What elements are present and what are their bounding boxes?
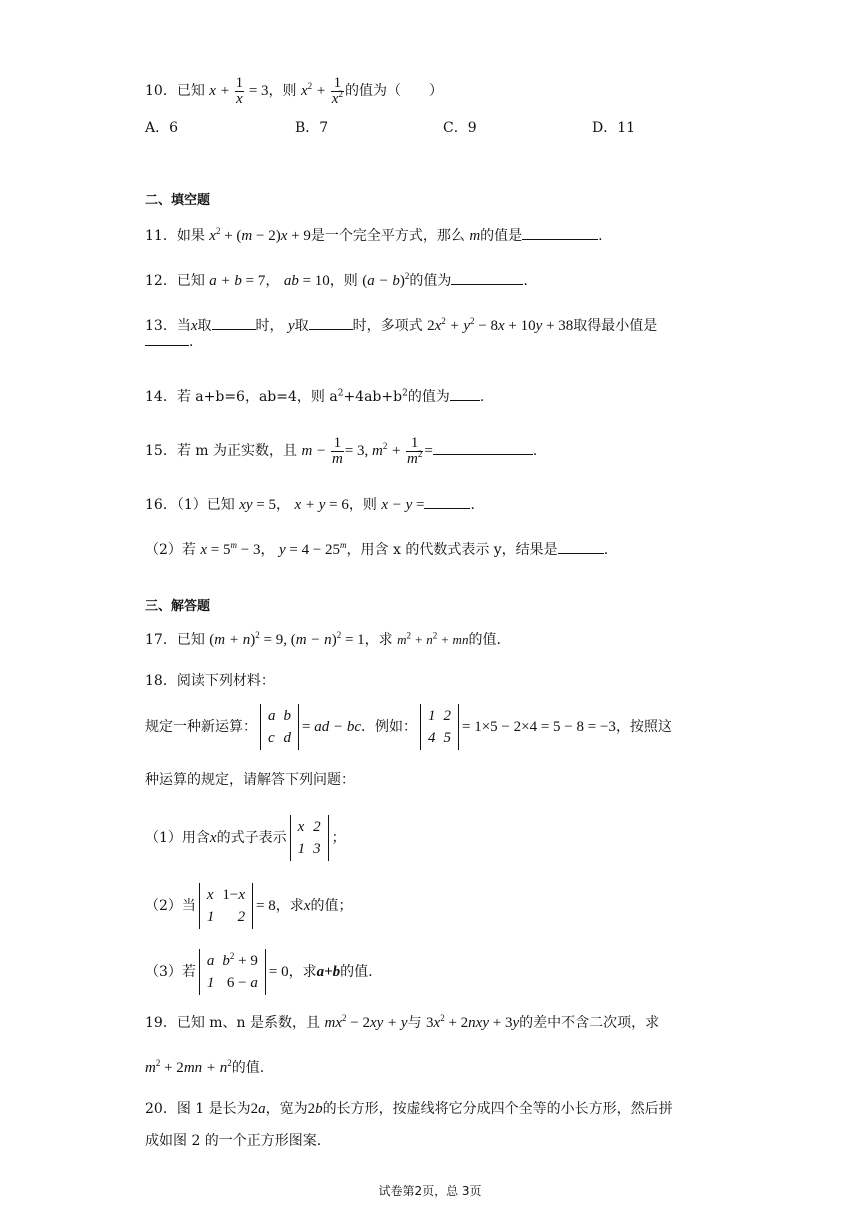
math-expr: $m^2 + 2mn + n^2$: [145, 1058, 232, 1076]
math-expr: m: [469, 228, 481, 244]
math-expr: = 8: [256, 898, 276, 914]
math-expr: x + y = 6: [294, 497, 349, 513]
math-expr: x: [190, 318, 198, 334]
math-expr: 2b: [307, 1101, 323, 1117]
math-expr: x − y =: [381, 497, 425, 513]
question-14: 14．若 a+b=6，ab=4，则 $a^2+4ab+b^2$的值为 .: [145, 386, 484, 408]
math-expr: = ad − bc: [302, 719, 361, 735]
option-d[interactable]: D．11: [592, 120, 636, 136]
math-expr: x + $\frac{1}{x}$ = 3: [209, 75, 269, 107]
question-17: 17．已知 $(m + n)^2 = 9$, $(m - n)^2 = 1$，求 $m^2 + n^2$ + mn的值.: [145, 630, 501, 648]
math-expr: xy = 5: [239, 497, 276, 513]
answer-blank[interactable]: [450, 386, 480, 401]
answer-blank[interactable]: [522, 225, 598, 240]
answer-blank[interactable]: [433, 440, 533, 455]
math-expr: m − $\frac{1}{m}$ = 3, $m^2$ + $\frac{1}{m^2}$ =: [301, 435, 433, 467]
option-b[interactable]: B．7: [295, 120, 329, 136]
math-expr: $x = 5^m - 3$: [200, 540, 261, 558]
question-18-part1: （1）用含x的式子表示 x 2 1 3 ；: [145, 815, 346, 861]
math-expr: $2x^2 + y^2 - 8x + 10y + 38$: [427, 316, 574, 334]
option-a[interactable]: A．6: [145, 120, 179, 136]
question-13-cont: .: [145, 331, 193, 353]
answer-blank[interactable]: [145, 331, 189, 346]
math-expr: ab = 10: [283, 273, 330, 289]
math-expr: $x^2$ + $\frac{1}{x^2}$: [300, 75, 343, 107]
math-expr: a+b: [316, 964, 341, 980]
answer-blank[interactable]: [451, 270, 523, 285]
math-expr: $m^2 + n^2$ + mn: [397, 630, 469, 647]
section-heading-fill-blank: 二、填空题: [145, 193, 211, 208]
question-16-part1: 16．（1）已知 xy = 5， x + y = 6，则 x − y = .: [145, 494, 475, 516]
math-expr: $(a - b)^2$: [362, 271, 410, 289]
math-expr: $(m + n)^2 = 9$, $(m - n)^2 = 1$: [209, 630, 365, 648]
section-heading-solve: 三、解答题: [145, 599, 211, 614]
question-11: 11．如果 $x^2 + (m - 2)x + 9$是一个完全平方式，那么 m的值是 .: [145, 226, 603, 244]
determinant: x 2 1 3: [290, 815, 329, 861]
question-19: 19．已知 m、n 是系数，且 $mx^2 - 2xy + y$与 $3x^2 + 2nxy + 3y$的差中不含二次项，求: [145, 1013, 660, 1031]
question-20-cont: 成如图 2 的一个正方形图案.: [145, 1133, 322, 1149]
question-18-part2: （2）当 x 1−x 1 2 = 8，求x的值；: [145, 883, 352, 929]
math-expr: x: [303, 898, 311, 914]
math-expr: a + b = 7: [209, 273, 266, 289]
math-expr: $x^2 + (m - 2)x + 9$: [209, 226, 311, 244]
option-c[interactable]: C．9: [443, 120, 477, 136]
question-19-cont: $m^2 + 2mn + n^2$的值.: [145, 1058, 265, 1076]
answer-blank[interactable]: [558, 539, 604, 554]
question-20: 20．图 1 是长为2a，宽为2b的长方形，按虚线将它分成四个全等的小长方形，然后拼: [145, 1101, 673, 1117]
question-16-part2: （2）若 $x = 5^m - 3$， $y = 4 - 25^m$，用含 x 的代数式表示 y，结果是 .: [145, 540, 609, 558]
question-12: 12．已知 a + b = 7， ab = 10，则 $(a - b)^2$的值为 .: [145, 271, 528, 289]
math-expr: = 0: [268, 964, 289, 980]
math-expr: $3x^2 + 2nxy + 3y$: [426, 1013, 520, 1031]
determinant: a $b^2 + 9$ 1 6 − a: [199, 949, 266, 995]
question-10: 10．已知 x + $\frac{1}{x}$ = 3，则 $x^2$ + $\frac{1}{x^2}$ 的值为（ ）: [145, 75, 443, 107]
determinant: a b c d: [260, 704, 299, 750]
math-expr: x: [209, 830, 217, 846]
question-18-rule: 规定一种新运算： a b c d = ad − bc．例如： 1 2 4 5 = 1×5 − 2×4 = 5 − 8 = −3，按照这: [145, 704, 672, 750]
question-18-part3: （3）若 a $b^2 + 9$ 1 6 − a = 0，求a+b的值.: [145, 949, 373, 995]
answer-blank[interactable]: [212, 315, 256, 330]
math-expr: 2a: [250, 1101, 266, 1117]
answer-blank[interactable]: [309, 315, 353, 330]
answer-blank[interactable]: [424, 494, 470, 509]
question-18: 18．阅读下列材料：: [145, 673, 275, 689]
page-footer: 试卷第2页，总 3页: [378, 1184, 482, 1198]
math-expr: $y = 4 - 25^m$: [278, 540, 347, 558]
math-expr: y: [287, 318, 295, 334]
question-13: 13．当x取 时， y取 时，多项式 $2x^2 + y^2 - 8x + 10y + 38$取得最小值是: [145, 316, 658, 334]
math-expr: $mx^2 - 2xy + y$: [324, 1013, 408, 1031]
question-18-rule-cont: 种运算的规定，请解答下列问题：: [145, 772, 355, 788]
determinant: x 1−x 1 2: [199, 883, 253, 929]
question-15: 15．若 m 为正实数，且 m − $\frac{1}{m}$ = 3, $m^2$ + $\frac{1}{m^2}$ = .: [145, 435, 538, 467]
determinant: 1 2 4 5: [420, 704, 459, 750]
math-expr: = 1×5 − 2×4 = 5 − 8 = −3: [462, 719, 616, 735]
